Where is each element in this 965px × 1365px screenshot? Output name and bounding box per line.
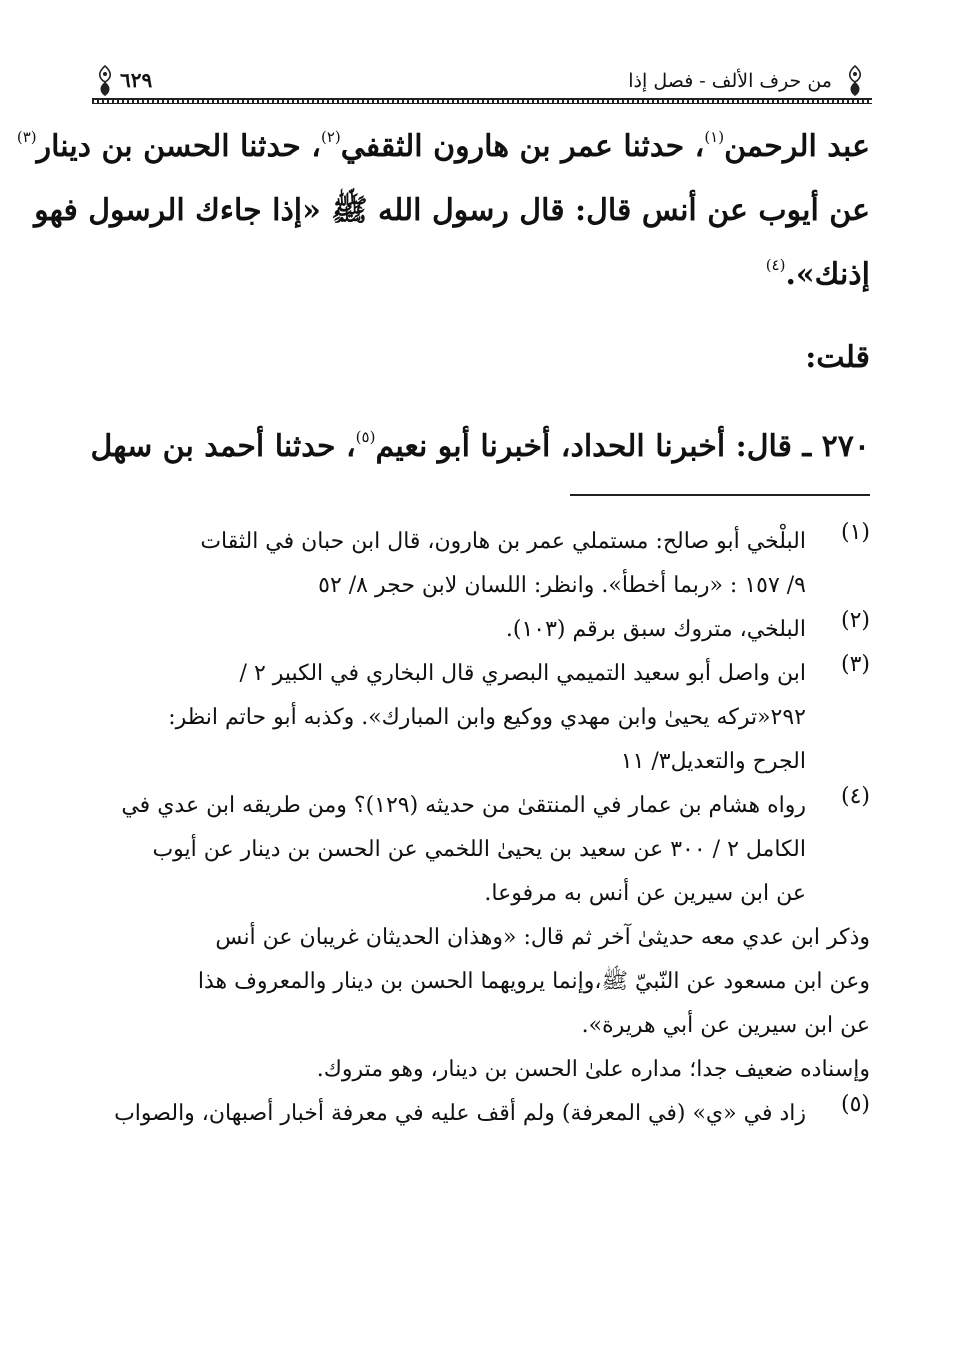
footnote-ref-4: (٤) <box>765 256 786 274</box>
page-header <box>92 62 872 106</box>
footnote-number: (١) <box>840 520 870 545</box>
footnote-line: عن ابن سيرين عن أنس به مرفوعا. <box>484 881 806 906</box>
footnote-line: وعن ابن مسعود عن النّبيّ ﷺ،وإنما يرويهما الحسن بن دينار والمعروف هذا <box>197 969 870 994</box>
footnote-number: (٣) <box>840 652 870 677</box>
footnote-line: زاد في «ي» (في المعرفة) ولم أقف عليه في معرفة أخبار أصبهان، والصواب <box>114 1101 806 1126</box>
footnote-line: رواه هشام بن عمار في المنتقىٰ من حديثه (١٢٩)؟ ومن طريقه ابن عدي في <box>121 793 806 818</box>
main-line-1 <box>16 128 870 164</box>
footnotes <box>96 520 870 1136</box>
section-heading-qult: قلت: <box>805 340 870 375</box>
main-line-5 <box>90 428 870 464</box>
ornament-left-icon <box>94 64 116 98</box>
footnote-ref-5: (٥) <box>355 428 376 446</box>
footnote-5 <box>96 1092 870 1136</box>
main-text-span: عبد الرحمن <box>724 129 870 164</box>
footnote-line: الكامل ٢ / ٣٠٠ عن سعيد بن يحيىٰ اللخمي عن الحسن بن دينار عن أيوب <box>152 837 806 862</box>
footnote-line: ابن واصل أبو سعيد التميمي البصري قال البخاري في الكبير ٢ / <box>239 661 806 686</box>
footnote-number: (٤) <box>840 784 870 809</box>
main-text-span: ، حدثنا عمر بن هارون الثقفي <box>340 129 705 164</box>
footnote-line: ٢٩٢«تركه يحيىٰ وابن مهدي ووكيع وابن المبارك». وكذبه أبو حاتم انظر: <box>168 705 806 730</box>
footnote-number: (٢) <box>840 608 870 633</box>
footnote-line: عن ابن سيرين عن أبي هريرة». <box>581 1013 870 1038</box>
footnote-line: الجرح والتعديل٣/ ١١ <box>620 749 806 774</box>
running-head: من حرف الألف - فصل إذا <box>628 70 832 92</box>
main-text-span: إذنك». <box>785 257 870 292</box>
footnote-separator <box>570 494 870 496</box>
page-number: ٦٢٩ <box>120 68 153 92</box>
ornament-right-icon <box>844 64 866 98</box>
footnote-1 <box>96 520 870 608</box>
main-line-2: عن أيوب عن أنس قال: قال رسول الله ﷺ «إذا جاءك الرسول فهو <box>34 193 870 228</box>
footnote-line: وإسناده ضعيف جدا؛ مداره علىٰ الحسن بن دينار، وهو متروك. <box>316 1057 870 1082</box>
footnote-2 <box>96 608 870 652</box>
footnote-ref-3: (٣) <box>16 128 37 146</box>
main-text-span: ، حدثنا أحمد بن سهل <box>90 429 356 464</box>
main-line-3 <box>96 256 870 292</box>
header-rule <box>92 98 872 104</box>
footnote-line: البلْخي أبو صالح: مستملي عمر بن هارون، قال ابن حبان في الثقات <box>200 529 806 554</box>
footnote-3 <box>96 652 870 784</box>
footnote-line: البلخي، متروك سبق برقم (١٠٣). <box>505 617 806 642</box>
main-text-span: ، حدثنا الحسن بن دينار <box>36 129 321 164</box>
footnote-number: (٥) <box>840 1092 870 1117</box>
footnote-line: ٩/ ١٥٧ : «ربما أخطأ». وانظر: اللسان لابن حجر ٨/ ٥٢ <box>318 573 806 598</box>
footnote-4 <box>96 784 870 1092</box>
footnote-ref-1: (١) <box>704 128 725 146</box>
footnote-line: وذكر ابن عدي معه حديثىٰ آخر ثم قال: «وهذان الحديثان غريبان عن أنس <box>215 925 870 950</box>
footnote-ref-2: (٢) <box>320 128 341 146</box>
main-text-span: ٢٧٠ ـ قال: أخبرنا الحداد، أخبرنا أبو نعيم <box>375 429 870 464</box>
